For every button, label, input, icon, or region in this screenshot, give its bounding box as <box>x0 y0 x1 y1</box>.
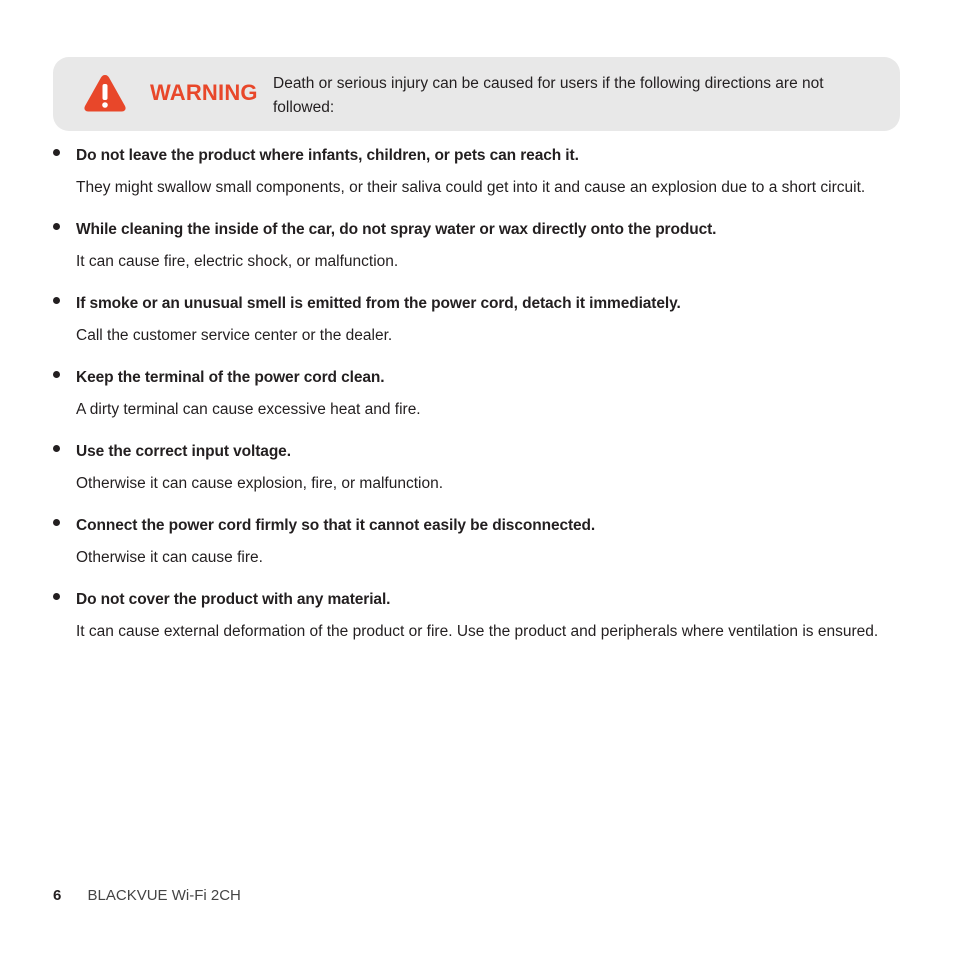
list-item <box>53 218 900 274</box>
list-item <box>53 514 900 570</box>
bullet-icon <box>53 149 60 156</box>
item-heading: While cleaning the inside of the car, do not spray water or wax directly onto the product. <box>76 221 717 238</box>
item-description: They might swallow small components, or their saliva could get into it and cause an explosion due to a short circuit. <box>76 179 866 196</box>
item-heading: Connect the power cord firmly so that it cannot easily be disconnected. <box>76 517 596 534</box>
bullet-icon <box>53 223 60 230</box>
warning-box <box>53 57 900 131</box>
safety-list <box>53 144 900 662</box>
item-description: Call the customer service center or the dealer. <box>76 327 393 344</box>
item-heading: Use the correct input voltage. <box>76 443 291 460</box>
list-item <box>53 292 900 348</box>
list-item <box>53 144 900 200</box>
list-item <box>53 366 900 422</box>
bullet-icon <box>53 297 60 304</box>
item-heading: Keep the terminal of the power cord clean. <box>76 369 385 386</box>
page-footer <box>53 885 241 907</box>
warning-text: Death or serious injury can be caused for users if the following directions are not followed: <box>273 75 824 116</box>
item-description: Otherwise it can cause explosion, fire, or malfunction. <box>76 475 444 492</box>
bullet-icon <box>53 593 60 600</box>
item-heading: Do not leave the product where infants, children, or pets can reach it. <box>76 147 579 164</box>
item-heading: If smoke or an unusual smell is emitted from the power cord, detach it immediately. <box>76 295 681 312</box>
warning-triangle-icon <box>83 73 127 113</box>
item-description: It can cause external deformation of the product or fire. Use the product and peripherals where ventilation is ensured. <box>76 623 879 640</box>
item-description: It can cause fire, electric shock, or malfunction. <box>76 253 399 270</box>
warning-label: WARNING <box>150 80 258 105</box>
list-item <box>53 440 900 496</box>
bullet-icon <box>53 371 60 378</box>
bullet-icon <box>53 519 60 526</box>
list-item <box>53 588 900 644</box>
item-description: A dirty terminal can cause excessive heat and fire. <box>76 401 421 418</box>
product-name: BLACKVUE Wi-Fi 2CH <box>87 887 241 904</box>
item-heading: Do not cover the product with any material. <box>76 591 391 608</box>
item-description: Otherwise it can cause fire. <box>76 549 263 566</box>
page-number: 6 <box>53 887 62 904</box>
bullet-icon <box>53 445 60 452</box>
